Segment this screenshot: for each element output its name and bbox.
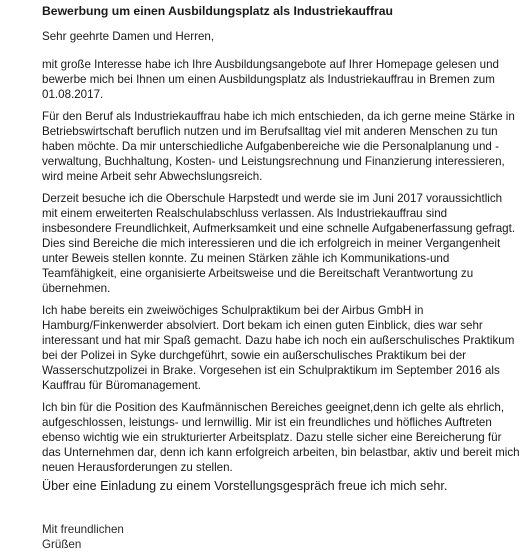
text-line: Derzeit besuche ich die Oberschule Harpstedt und werde sie im Juni 2017 voraussichtlich (42, 192, 503, 205)
text-line: Kauffrau für Büromanagement. (42, 379, 201, 392)
text-line: 01.08.2017. (42, 88, 104, 101)
text-line: mit große Interesse habe ich Ihre Ausbildungsangebote auf Ihrer Homepage gelesen und (42, 58, 499, 71)
text-line: Teamfähigkeit, eine organisierte Arbeitsweise und die Bereitschaft Verantwortung zu (42, 267, 474, 280)
text-line: haben möchte. Da mir unterschiedliche Aufgabenbereiche wie die Personalplanung und - (42, 140, 499, 153)
paragraph-intro (42, 57, 530, 102)
text-line: neuen Herausforderungen zu stellen. (42, 461, 233, 474)
text-line: übernehmen. (42, 282, 111, 295)
paragraph-school (42, 191, 530, 296)
text-line: insbesondere Freundlichkeit, Aufmerksamkeit und eine schnelle Aufgabenerfassung gefragt. (42, 222, 516, 235)
text-line: bei der Polizei in Syke durchgeführt, sowie ein außerschulisches Praktikum bei der (42, 349, 467, 362)
letter-title: Bewerbung um einen Ausbildungsplatz als Industriekauffrau (42, 4, 393, 18)
letter-signoff: Mit freundlichen Grüßen (42, 523, 124, 551)
letter-salutation: Sehr geehrte Damen und Herren, (42, 30, 215, 43)
text-line: aufgeschlossen, leistungs- und lernwillig. Mir ist ein freundliches und höfliches Auftreten (42, 416, 492, 429)
text-line: Ich bin für die Position des Kaufmännischen Bereiches geeignet,denn ich gelte als ehrlich, (42, 401, 505, 414)
text-line: Dies sind Bereiche die mich interessieren und die ich erfolgreich in meiner Vergangenheit (42, 237, 501, 250)
text-line: mit einem erweiterten Realschulabschluss verlassen. Als Industriekauffrau sind (42, 207, 448, 220)
text-line: verwaltung, Buchhaltung, Kosten- und Leistungsrechnung und Finanzierung interessieren, (42, 155, 505, 168)
text-line: das Unternehmen dar, denn ich kann erfolgreich arbeiten, bin belastbar, aktiv und bereit mich (42, 446, 520, 459)
text-line: wird meine Arbeit sehr Abwechslungsreich. (42, 170, 263, 183)
letter-closing: Über eine Einladung zu einem Vorstellungsgespräch freue ich mich sehr. (42, 479, 448, 493)
text-line: bewerbe mich bei Ihnen um einen Ausbildungsplatz als Industriekauffrau in Bremen zum (42, 73, 495, 86)
text-line: Ich habe bereits ein zweiwöchiges Schulpraktikum bei der Airbus GmbH in (42, 304, 424, 317)
paragraph-internships (42, 303, 530, 393)
paragraph-motivation (42, 109, 530, 184)
text-line: unter Beweis stellen konnte. Zu meinen Stärken zähle ich Kommunikations-und (42, 252, 450, 265)
text-line: Wasserschutzpolizei in Brake. Vorgesehen ist ein Schulpraktikum im September 2016 als (42, 364, 500, 377)
text-line: Hamburg/Finkenwerder absolviert. Dort bekam ich einen guten Einblick, dies war sehr (42, 319, 483, 332)
paragraph-qualities (42, 400, 530, 475)
text-line: ebenso wichtig wie ein strukturierter Arbeitsplatz. Dazu stelle sicher eine Bereicherung für (42, 431, 502, 444)
text-line: Für den Beruf als Industriekauffrau habe ich mich entschieden, da ich gerne meine Stärke in (42, 110, 515, 123)
text-line: Betriebswirtschaft beruflich nutzen und im Berufsalltag viel mit anderen Menschen zu tun (42, 125, 498, 138)
letter-body (42, 3, 530, 482)
text-line: interessant und hat mir Spaß gemacht. Dazu habe ich noch ein außerschulisches Praktikum (42, 334, 515, 347)
